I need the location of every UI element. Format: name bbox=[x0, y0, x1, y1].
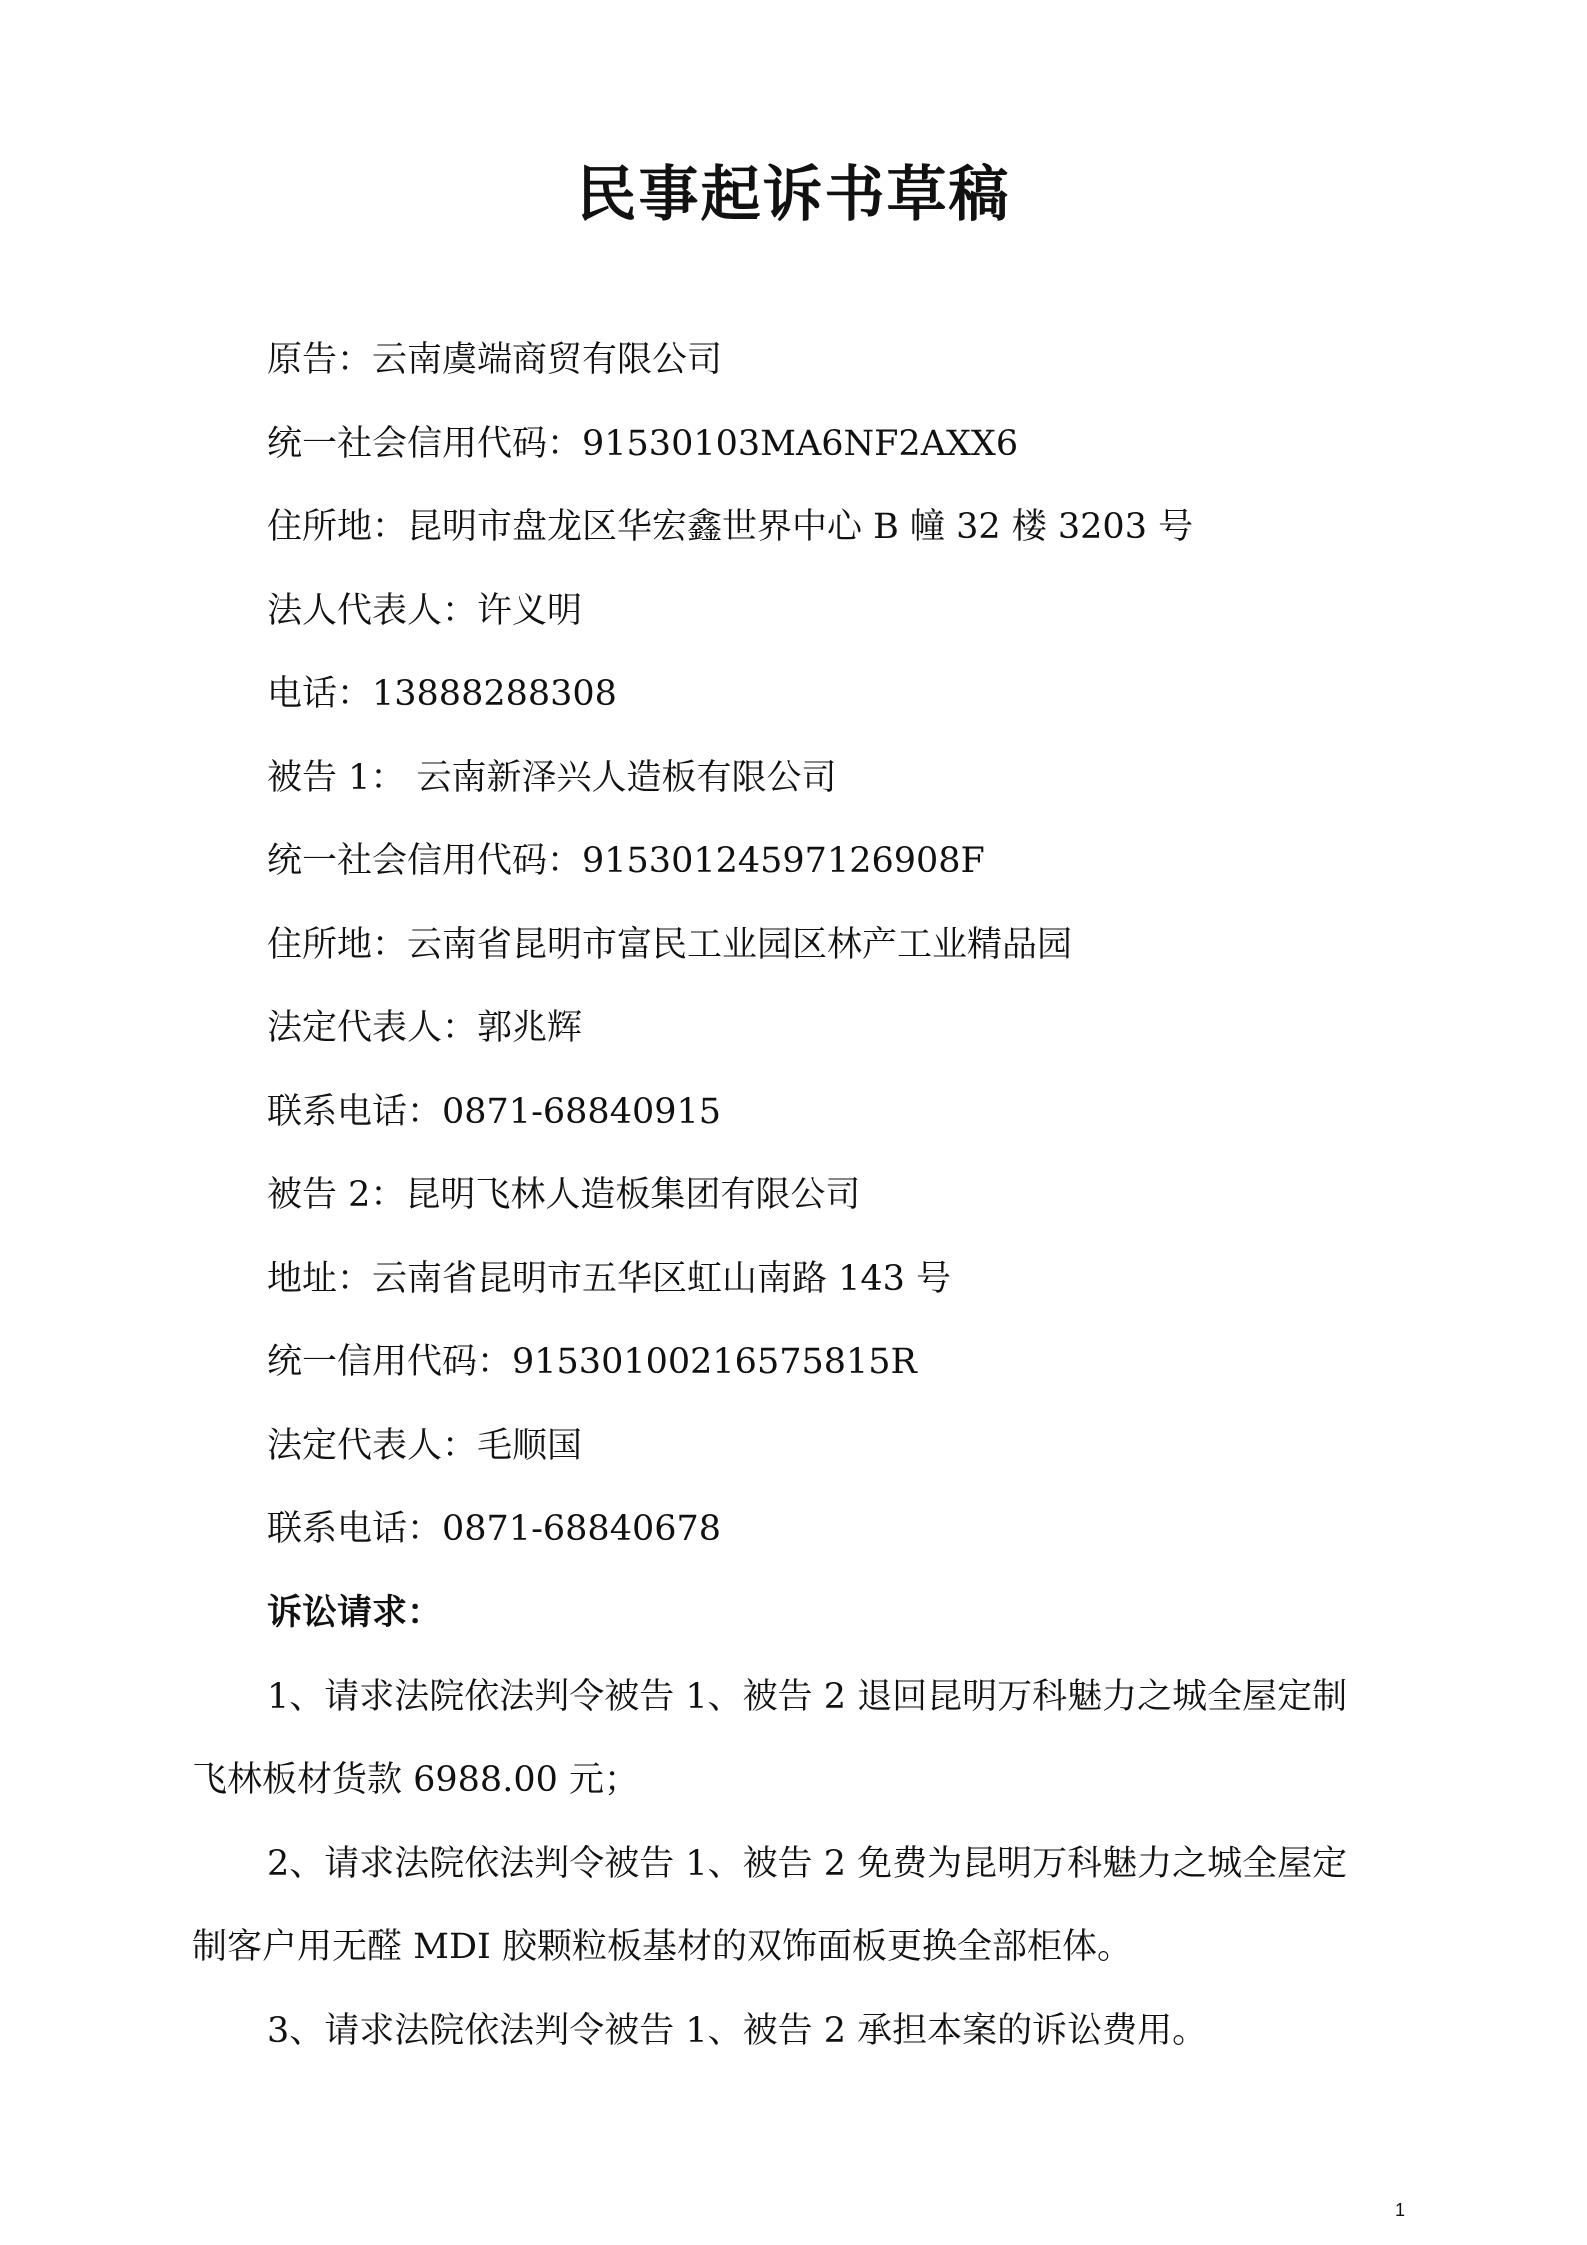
claims-heading: 诉讼请求： bbox=[267, 1592, 443, 1633]
defendant2-phone: 联系电话：0871-68840678 bbox=[267, 1509, 722, 1549]
plaintiff-address: 住所地：昆明市盘龙区华宏鑫世界中心 B 幢 32 楼 3203 号 bbox=[267, 507, 1194, 547]
defendant1-phone: 联系电话：0871-68840915 bbox=[267, 1092, 722, 1132]
page-title: 民事起诉书草稿 bbox=[576, 160, 1011, 230]
claim-1-line-1: 1、请求法院依法判令被告 1、被告 2 退回昆明万科魅力之城全屋定制 bbox=[267, 1677, 1348, 1717]
defendant2-address: 地址：云南省昆明市五华区虹山南路 143 号 bbox=[267, 1259, 952, 1299]
plaintiff-phone: 电话：13888288308 bbox=[267, 674, 617, 714]
claim-2-line-2: 制客户用无醛 MDI 胶颗粒板基材的双饰面板更换全部柜体。 bbox=[192, 1927, 1132, 1967]
plaintiff-credit-code: 统一社会信用代码：91530103MA6NF2AXX6 bbox=[267, 424, 1019, 464]
defendant1-credit-code: 统一社会信用代码：91530124597126908F bbox=[267, 841, 985, 881]
claim-3-line-1: 3、请求法院依法判令被告 1、被告 2 承担本案的诉讼费用。 bbox=[267, 2011, 1208, 2051]
defendant2-credit-code: 统一信用代码：91530100216575815R bbox=[267, 1342, 917, 1382]
defendant1-legal-rep: 法定代表人：郭兆辉 bbox=[267, 1008, 583, 1048]
defendant2-legal-rep: 法定代表人：毛顺国 bbox=[267, 1426, 583, 1466]
claim-1-line-2: 飞林板材货款 6988.00 元； bbox=[192, 1760, 639, 1800]
defendant1-address: 住所地：云南省昆明市富民工业园区林产工业精品园 bbox=[267, 925, 1073, 965]
defendant2-name: 被告 2：昆明飞林人造板集团有限公司 bbox=[267, 1175, 861, 1215]
plaintiff-name: 原告：云南虞端商贸有限公司 bbox=[267, 340, 723, 380]
page-number: 1 bbox=[1394, 2200, 1405, 2220]
defendant1-name: 被告 1： 云南新泽兴人造板有限公司 bbox=[267, 758, 837, 798]
plaintiff-legal-rep: 法人代表人：许义明 bbox=[267, 591, 583, 631]
claim-2-line-1: 2、请求法院依法判令被告 1、被告 2 免费为昆明万科魅力之城全屋定 bbox=[267, 1844, 1348, 1884]
